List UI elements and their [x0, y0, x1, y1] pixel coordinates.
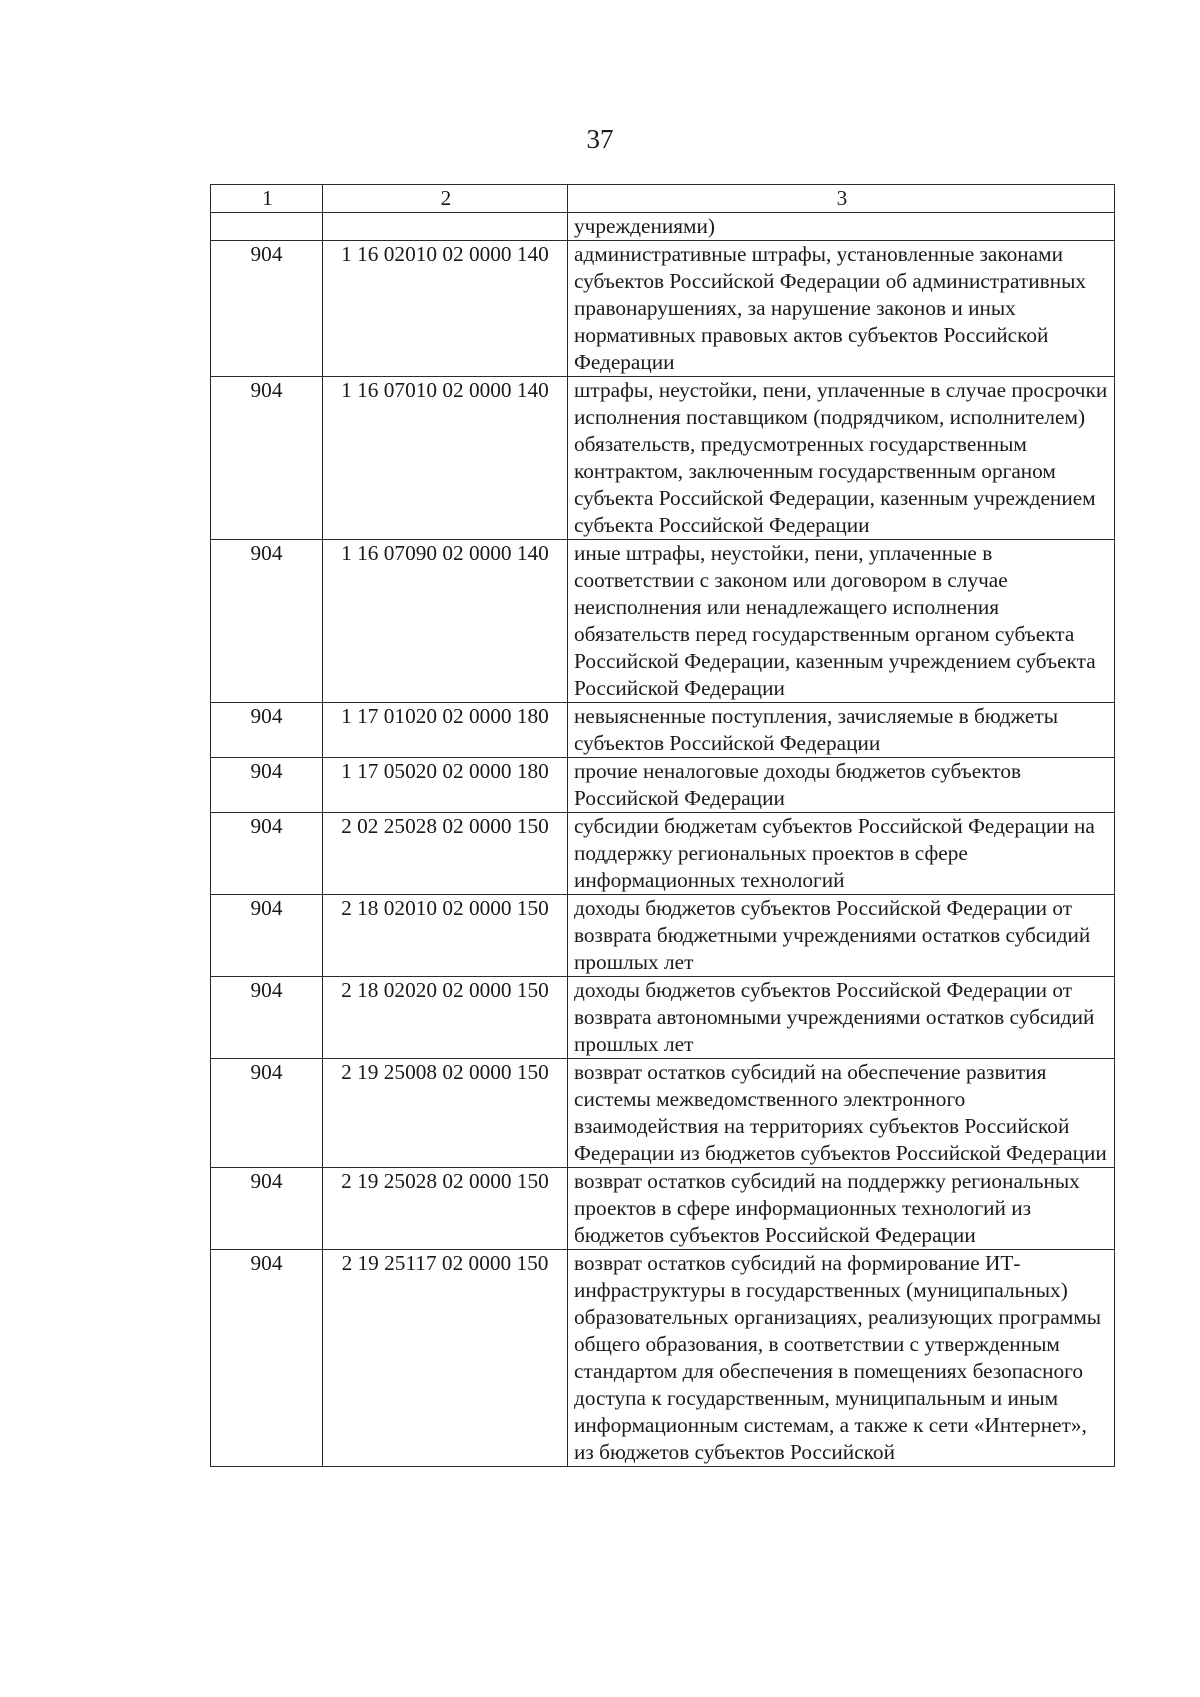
- revenue-name-cell: прочие неналоговые доходы бюджетов субъектов Российской Федерации: [568, 758, 1115, 813]
- table-row: [211, 377, 1115, 540]
- continuation-text-cell: учреждениями): [568, 213, 1115, 241]
- revenue-name-cell: доходы бюджетов субъектов Российской Федерации от возврата бюджетными учреждениями остатков субсидий прошлых лет: [568, 895, 1115, 977]
- kbk-code-cell: 1 17 01020 02 0000 180: [323, 703, 568, 758]
- table-row: [211, 758, 1115, 813]
- kbk-code-cell: 2 02 25028 02 0000 150: [323, 813, 568, 895]
- admin-code-cell: 904: [211, 377, 323, 540]
- table-body: [211, 213, 1115, 1467]
- admin-code-cell: 904: [211, 1250, 323, 1467]
- admin-code-cell: 904: [211, 1168, 323, 1250]
- revenue-name-cell: возврат остатков субсидий на обеспечение развития системы межведомственного электронного взаимодействия на территориях субъектов Российской Федерации из бюджетов субъектов Российской Федерации: [568, 1059, 1115, 1168]
- kbk-code-cell: 1 16 02010 02 0000 140: [323, 241, 568, 377]
- table-row: [211, 1250, 1115, 1467]
- kbk-code-cell: 2 19 25117 02 0000 150: [323, 1250, 568, 1467]
- continuation-admin-cell: [211, 213, 323, 241]
- revenue-codes-table: [210, 184, 1115, 1467]
- kbk-code-cell: 1 16 07090 02 0000 140: [323, 540, 568, 703]
- kbk-code-cell: 2 19 25028 02 0000 150: [323, 1168, 568, 1250]
- admin-code-cell: 904: [211, 703, 323, 758]
- kbk-code-cell: 2 18 02010 02 0000 150: [323, 895, 568, 977]
- table-row: [211, 1059, 1115, 1168]
- revenue-name-cell: иные штрафы, неустойки, пени, уплаченные в соответствии с законом или договором в случае неисполнения или ненадлежащего исполнения обязательств перед государственным органом субъекта Российской Федерации, казенным учреждением субъекта Российской Федерации: [568, 540, 1115, 703]
- admin-code-cell: 904: [211, 1059, 323, 1168]
- continuation-row: [211, 213, 1115, 241]
- admin-code-cell: 904: [211, 540, 323, 703]
- continuation-kbk-cell: [323, 213, 568, 241]
- table-row: [211, 1168, 1115, 1250]
- kbk-code-cell: 2 19 25008 02 0000 150: [323, 1059, 568, 1168]
- admin-code-cell: 904: [211, 977, 323, 1059]
- revenue-name-cell: возврат остатков субсидий на поддержку региональных проектов в сфере информационных технологий из бюджетов субъектов Российской Федерации: [568, 1168, 1115, 1250]
- table-row: [211, 813, 1115, 895]
- header-col-1: 1: [211, 185, 323, 213]
- admin-code-cell: 904: [211, 895, 323, 977]
- revenue-name-cell: субсидии бюджетам субъектов Российской Федерации на поддержку региональных проектов в сфере информационных технологий: [568, 813, 1115, 895]
- revenue-name-cell: невыясненные поступления, зачисляемые в бюджеты субъектов Российской Федерации: [568, 703, 1115, 758]
- header-col-3: 3: [568, 185, 1115, 213]
- revenue-codes-table-container: [210, 184, 1114, 1467]
- page-number: 37: [586, 124, 614, 154]
- revenue-name-cell: административные штрафы, установленные законами субъектов Российской Федерации об административных правонарушениях, за нарушение законов и иных нормативных правовых актов субъектов Российской Федерации: [568, 241, 1115, 377]
- table-row: [211, 540, 1115, 703]
- admin-code-cell: 904: [211, 241, 323, 377]
- table-header-row: [211, 185, 1115, 213]
- revenue-name-cell: возврат остатков субсидий на формирование ИТ-инфраструктуры в государственных (муниципальных) образовательных организациях, реализующих программы общего образования, в соответствии с утвержденным стандартом для обеспечения в помещениях безопасного доступа к государственным, муниципальным и иным информационным системам, а также к сети «Интернет», из бюджетов субъектов Российской: [568, 1250, 1115, 1467]
- revenue-name-cell: доходы бюджетов субъектов Российской Федерации от возврата автономными учреждениями остатков субсидий прошлых лет: [568, 977, 1115, 1059]
- kbk-code-cell: 1 16 07010 02 0000 140: [323, 377, 568, 540]
- header-col-2: 2: [323, 185, 568, 213]
- table-row: [211, 241, 1115, 377]
- revenue-name-cell: штрафы, неустойки, пени, уплаченные в случае просрочки исполнения поставщиком (подрядчиком, исполнителем) обязательств, предусмотренных государственным контрактом, заключенным государственным органом субъекта Российской Федерации, казенным учреждением субъекта Российской Федерации: [568, 377, 1115, 540]
- admin-code-cell: 904: [211, 813, 323, 895]
- table-row: [211, 703, 1115, 758]
- kbk-code-cell: 1 17 05020 02 0000 180: [323, 758, 568, 813]
- table-row: [211, 977, 1115, 1059]
- admin-code-cell: 904: [211, 758, 323, 813]
- table-row: [211, 895, 1115, 977]
- kbk-code-cell: 2 18 02020 02 0000 150: [323, 977, 568, 1059]
